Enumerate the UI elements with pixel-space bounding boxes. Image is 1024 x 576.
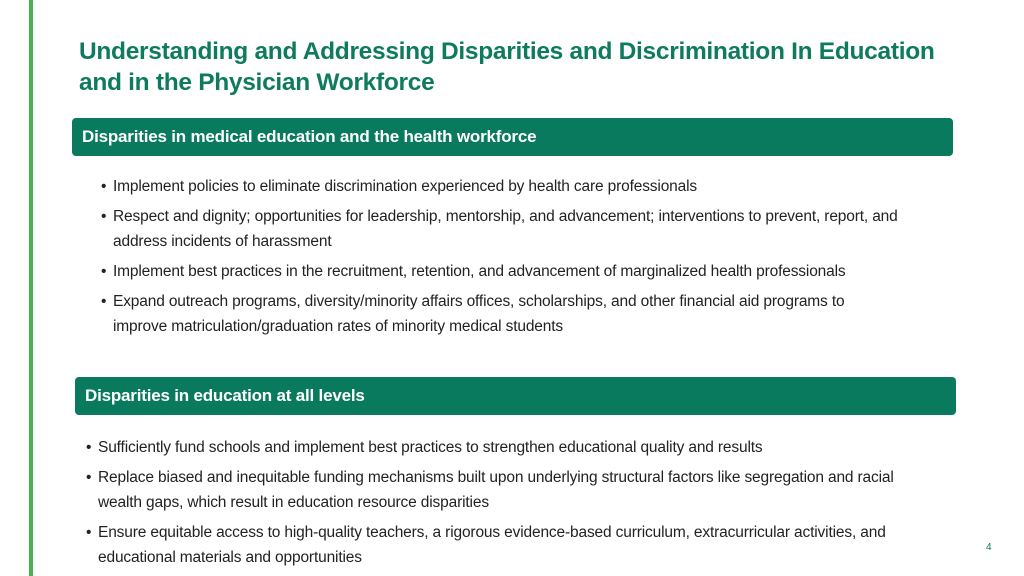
bullet-text: Ensure equitable access to high-quality teachers, a rigorous evidence-based curriculum, extracurricular activities, and educational materials and opportunities (98, 524, 886, 566)
bullet-item (101, 204, 901, 254)
bullet-item (86, 520, 916, 570)
section-header-education-all-levels: Disparities in education at all levels (75, 377, 956, 415)
bullet-dot: • (101, 178, 107, 195)
bullet-dot: • (101, 293, 107, 310)
bullet-text: Replace biased and inequitable funding mechanisms built upon underlying structural factors like segregation and racial wealth gaps, which result in education resource disparities (98, 469, 894, 511)
left-accent-bar (29, 0, 33, 576)
page-number: 4 (986, 542, 992, 553)
bullet-item (86, 435, 916, 460)
bullet-dot: • (86, 439, 92, 456)
bullet-item (86, 465, 916, 515)
bullet-item (101, 259, 901, 284)
bullet-text: Implement best practices in the recruitment, retention, and advancement of marginalized health professionals (113, 263, 846, 280)
bullet-list-medical-education (101, 174, 901, 344)
bullet-dot: • (101, 208, 107, 225)
bullet-dot: • (86, 469, 92, 486)
bullet-item (101, 174, 901, 199)
bullet-text: Respect and dignity; opportunities for leadership, mentorship, and advancement; interventions to prevent, report, and address incidents of harassment (113, 208, 898, 250)
bullet-text: Sufficiently fund schools and implement best practices to strengthen educational quality and results (98, 439, 763, 456)
bullet-dot: • (101, 263, 107, 280)
bullet-list-education-all-levels (86, 435, 916, 575)
bullet-dot: • (86, 524, 92, 541)
section-header-medical-education: Disparities in medical education and the health workforce (72, 118, 953, 156)
slide-title: Understanding and Addressing Disparities and Discrimination In Education and in the Physician Workforce (79, 38, 935, 96)
bullet-text: Expand outreach programs, diversity/minority affairs offices, scholarships, and other financial aid programs to improve matriculation/graduation rates of minority medical students (113, 293, 845, 335)
bullet-item (101, 289, 901, 339)
bullet-text: Implement policies to eliminate discrimination experienced by health care professionals (113, 178, 698, 195)
